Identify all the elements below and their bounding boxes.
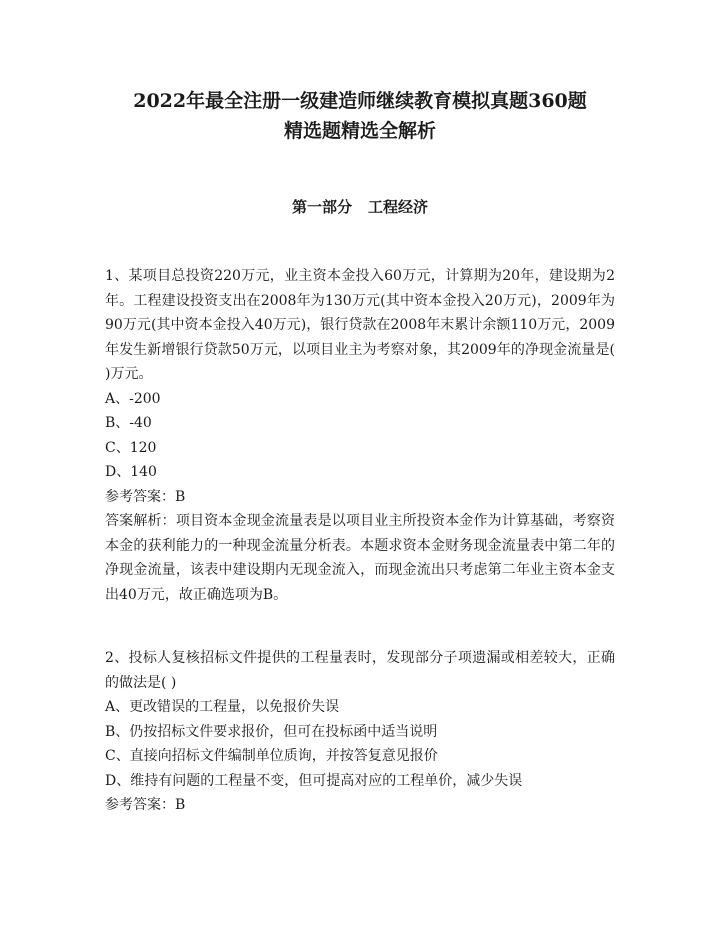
section-name: 工程经济 xyxy=(368,198,429,216)
section-heading xyxy=(60,196,660,218)
title-line-2: 精选题精选全解析 xyxy=(283,120,436,142)
question-stem: 1、某项目总投资220万元，业主资本金投入60万元，计算期为20年，建设期为2年。工程建设投资支出在2008年为130万元(其中资本金投入20万元)，2009年为90万元(其中资本金投入40万元)，银行贷款在2008年末累计余额110万元，2009年发生新增银行贷款50万元，以项目业主为考察对象，其2009年的净现金流量是( )万元。 xyxy=(105,268,615,382)
reference-answer: 参考答案：B xyxy=(105,488,186,505)
reference-answer: 参考答案：B xyxy=(105,797,186,813)
option-b: B、-40 xyxy=(105,415,152,431)
title-line-1: 2022年最全注册一级建造师继续教育模拟真题360题 xyxy=(133,90,587,112)
question-1 xyxy=(105,264,615,607)
option-a: A、-200 xyxy=(105,390,161,407)
option-c: C、120 xyxy=(105,439,157,456)
answer-analysis: 答案解析：项目资本金现金流量表是以项目业主所投资本金作为计算基础，考察资本金的获利能力的一种现金流量分析表。本题求资本金财务现金流量表中第二年的净现金流量，该表中建设期内无现金流入，而现金流出只考虑第二年业主资本金支出40万元，故正确选项为B。 xyxy=(105,513,615,603)
question-stem: 2、投标人复核招标文件提供的工程量表时，发现部分子项遗漏或相差较大，正确的做法是( ) xyxy=(105,650,615,691)
document-title xyxy=(60,86,660,146)
section-part: 第一部分 xyxy=(291,198,352,216)
option-d: D、140 xyxy=(105,464,157,480)
option-b: B、仍按招标文件要求报价，但可在投标函中适当说明 xyxy=(105,723,438,740)
question-2 xyxy=(105,646,615,818)
option-d: D、维持有问题的工程量不变，但可提高对应的工程单价，减少失误 xyxy=(105,772,523,789)
option-a: A、更改错误的工程量，以免报价失误 xyxy=(105,699,340,715)
option-c: C、直接向招标文件编制单位质询，并按答复意见报价 xyxy=(105,748,438,764)
